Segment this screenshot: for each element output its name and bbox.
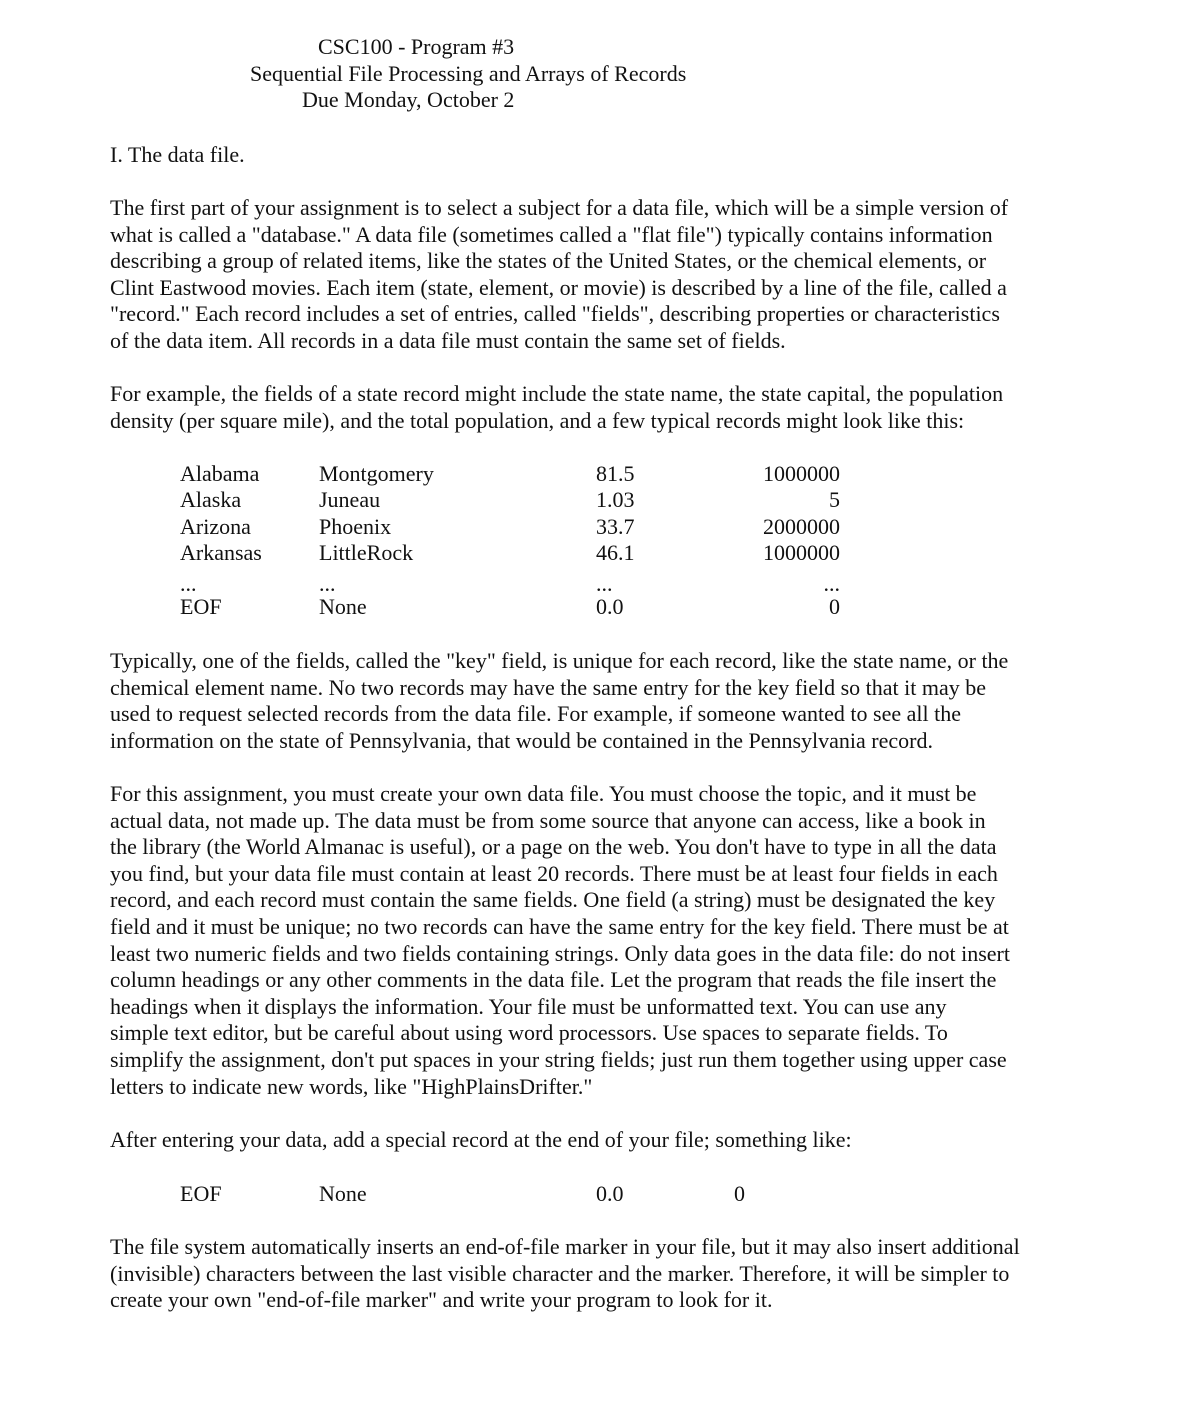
state-name-cell: EOF <box>180 594 222 619</box>
text-line: least two numeric fields and two fields containing strings. Only data goes in the data file: do not insert <box>110 940 1010 966</box>
text-line: Typically, one of the fields, called the "key" field, is unique for each record, like the state name, or the <box>110 648 1009 673</box>
density-cell: 46.1 <box>596 540 635 565</box>
state-name-cell: Arkansas <box>180 540 262 565</box>
eof-capital-cell: None <box>319 1181 367 1206</box>
text-line: simplify the assignment, don't put spaces in your string fields; just run them together using upper case <box>110 1046 1007 1072</box>
text-line: The file system automatically inserts an end-of-file marker in your file, but it may also insert additional <box>110 1234 1020 1259</box>
table-row-eof <box>180 594 880 620</box>
ellipsis-cell: ... <box>319 571 336 596</box>
state-name-cell: Alabama <box>180 461 260 486</box>
text-line: For example, the fields of a state record might include the state name, the state capital, the population <box>110 381 1004 406</box>
ellipsis-cell: ... <box>596 571 613 596</box>
table-row <box>180 514 880 540</box>
text-line: (invisible) characters between the last visible character and the marker. Therefore, it will be simpler to <box>110 1260 1010 1286</box>
text-line: information on the state of Pennsylvania, that would be contained in the Pennsylvania record. <box>110 727 933 753</box>
paragraph-key-field <box>110 648 1075 754</box>
section-heading: I. The data file. <box>110 142 245 167</box>
paragraph-eof-instruction: After entering your data, add a special record at the end of your file; something like: <box>110 1127 852 1152</box>
text-line: the library (the World Almanac is useful), or a page on the web. You don't have to type in all the data <box>110 834 997 860</box>
ellipsis-cell: ... <box>180 571 197 596</box>
eof-population-cell: 0 <box>734 1181 745 1206</box>
capital-cell: None <box>319 594 367 619</box>
population-cell: 2000000 <box>763 514 840 539</box>
density-cell: 0.0 <box>596 594 624 619</box>
text-line: column headings or any other comments in the data file. Let the program that reads the file insert the <box>110 967 997 993</box>
text-line: letters to indicate new words, like "HighPlainsDrifter." <box>110 1073 593 1099</box>
text-line: chemical element name. No two records may have the same entry for the key field so that it may be <box>110 674 987 700</box>
eof-record-example <box>180 1181 880 1207</box>
text-line: The first part of your assignment is to select a subject for a data file, which will be a simple version of <box>110 195 1009 220</box>
text-line: headings when it displays the information. Your file must be unformatted text. You can use any <box>110 993 947 1019</box>
paragraph-example <box>110 381 1075 434</box>
text-line: density (per square mile), and the total population, and a few typical records might look like this: <box>110 407 965 433</box>
eof-density-cell: 0.0 <box>596 1181 624 1206</box>
capital-cell: Phoenix <box>319 514 392 539</box>
text-line: For this assignment, you must create your own data file. You must choose the topic, and it must be <box>110 781 977 806</box>
table-row <box>180 540 880 566</box>
eof-key-cell: EOF <box>180 1181 222 1206</box>
text-line: Clint Eastwood movies. Each item (state, element, or movie) is described by a line of the file, called a <box>110 274 1007 300</box>
paragraph-requirements <box>110 781 1075 1100</box>
text-line: of the data item. All records in a data file must contain the same set of fields. <box>110 327 786 353</box>
density-cell: 33.7 <box>596 514 635 539</box>
text-line: create your own "end-of-file marker" and write your program to look for it. <box>110 1287 773 1313</box>
capital-cell: Montgomery <box>319 461 434 486</box>
document-subtitle: Sequential File Processing and Arrays of Records <box>250 61 687 86</box>
paragraph-intro <box>110 195 1075 355</box>
population-cell: 0 <box>829 594 840 619</box>
table-row <box>180 461 880 487</box>
table-row <box>180 487 880 513</box>
text-line: actual data, not made up. The data must be from some source that anyone can access, like a book in <box>110 807 986 833</box>
text-line: used to request selected records from the data file. For example, if someone wanted to see all the <box>110 701 961 727</box>
population-cell: 1000000 <box>763 461 840 486</box>
document-title: CSC100 - Program #3 <box>318 34 515 59</box>
text-line: what is called a "database." A data file (sometimes called a "flat file") typically contains information <box>110 221 993 247</box>
due-date: Due Monday, October 2 <box>302 87 515 112</box>
text-line: describing a group of related items, like the states of the United States, or the chemical elements, or <box>110 248 987 274</box>
state-name-cell: Arizona <box>180 514 251 539</box>
population-cell: 5 <box>829 487 840 512</box>
population-cell: 1000000 <box>763 540 840 565</box>
capital-cell: Juneau <box>319 487 381 512</box>
text-line: record, and each record must contain the same fields. One field (a string) must be designated the key <box>110 887 996 913</box>
density-cell: 81.5 <box>596 461 635 486</box>
density-cell: 1.03 <box>596 487 635 512</box>
ellipsis-cell: ... <box>823 571 840 596</box>
text-line: simple text editor, but be careful about using word processors. Use spaces to separate fields. To <box>110 1020 948 1046</box>
paragraph-eof-marker <box>110 1234 1075 1314</box>
state-name-cell: Alaska <box>180 487 242 512</box>
capital-cell: LittleRock <box>319 540 414 565</box>
text-line: you find, but your data file must contain at least 20 records. There must be at least four fields in each <box>110 860 998 886</box>
text-line: "record." Each record includes a set of entries, called "fields", describing properties or characteristics <box>110 301 1000 327</box>
text-line: field and it must be unique; no two records can have the same entry for the key field. There must be at <box>110 913 1009 939</box>
